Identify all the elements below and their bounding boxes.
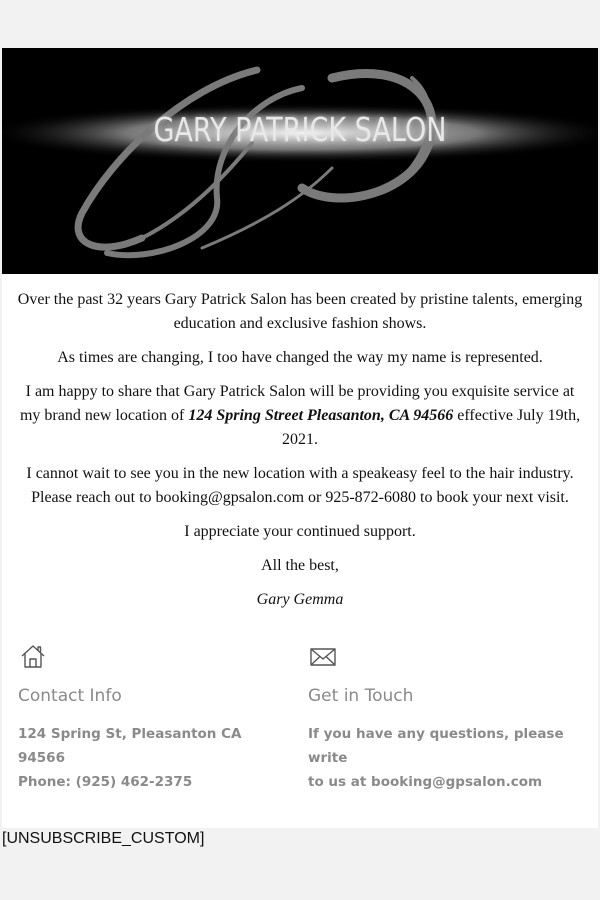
get-in-touch-title: Get in Touch [308,686,414,706]
envelope-icon [308,642,338,672]
letter-content [16,288,584,622]
contact-info-column [18,642,288,794]
location-effective: effective July 19th, 2021. [282,407,581,448]
letter-closing: All the best, [261,557,339,574]
salon-banner [2,48,598,274]
gp-monogram-logo [2,48,598,274]
new-address: 124 Spring Street Pleasanton, CA 94566 [188,407,454,424]
letter-paragraph-location [16,380,584,452]
letter-signature: Gary Gemma [256,591,344,608]
letter-paragraph-change: As times are changing, I too have changed the way my name is represented. [57,349,543,366]
letter-paragraph-history: Over the past 32 years Gary Patrick Salon has been created by pristine talents, emerging education and exclusive fashion shows. [17,291,583,332]
email-body [2,48,598,828]
contact-phone[interactable]: Phone: (925) 462-2375 [18,774,193,790]
get-in-touch-column [308,642,578,794]
location-intro: I am happy to share that Gary Patrick Salon will be providing you exquisite service at my brand new location of [19,383,575,424]
touch-email[interactable]: to us at booking@gpsalon.com [308,774,543,790]
contact-info-title: Contact Info [18,686,122,706]
letter-paragraph-thanks: I appreciate your continued support. [184,523,416,540]
letter-paragraph-booking: I cannot wait to see you in the new location with a speakeasy feel to the hair industry. Please reach out to booking@gpsalon.com or 925-872-6080 to book your next visit. [26,465,574,506]
touch-line-1: If you have any questions, please write [308,726,564,766]
home-icon [18,642,48,672]
banner-title: GARY PATRICK SALON [153,110,447,149]
contact-address: 124 Spring St, Pleasanton CA 94566 [18,726,242,766]
unsubscribe-link[interactable]: [UNSUBSCRIBE_CUSTOM] [2,830,205,847]
